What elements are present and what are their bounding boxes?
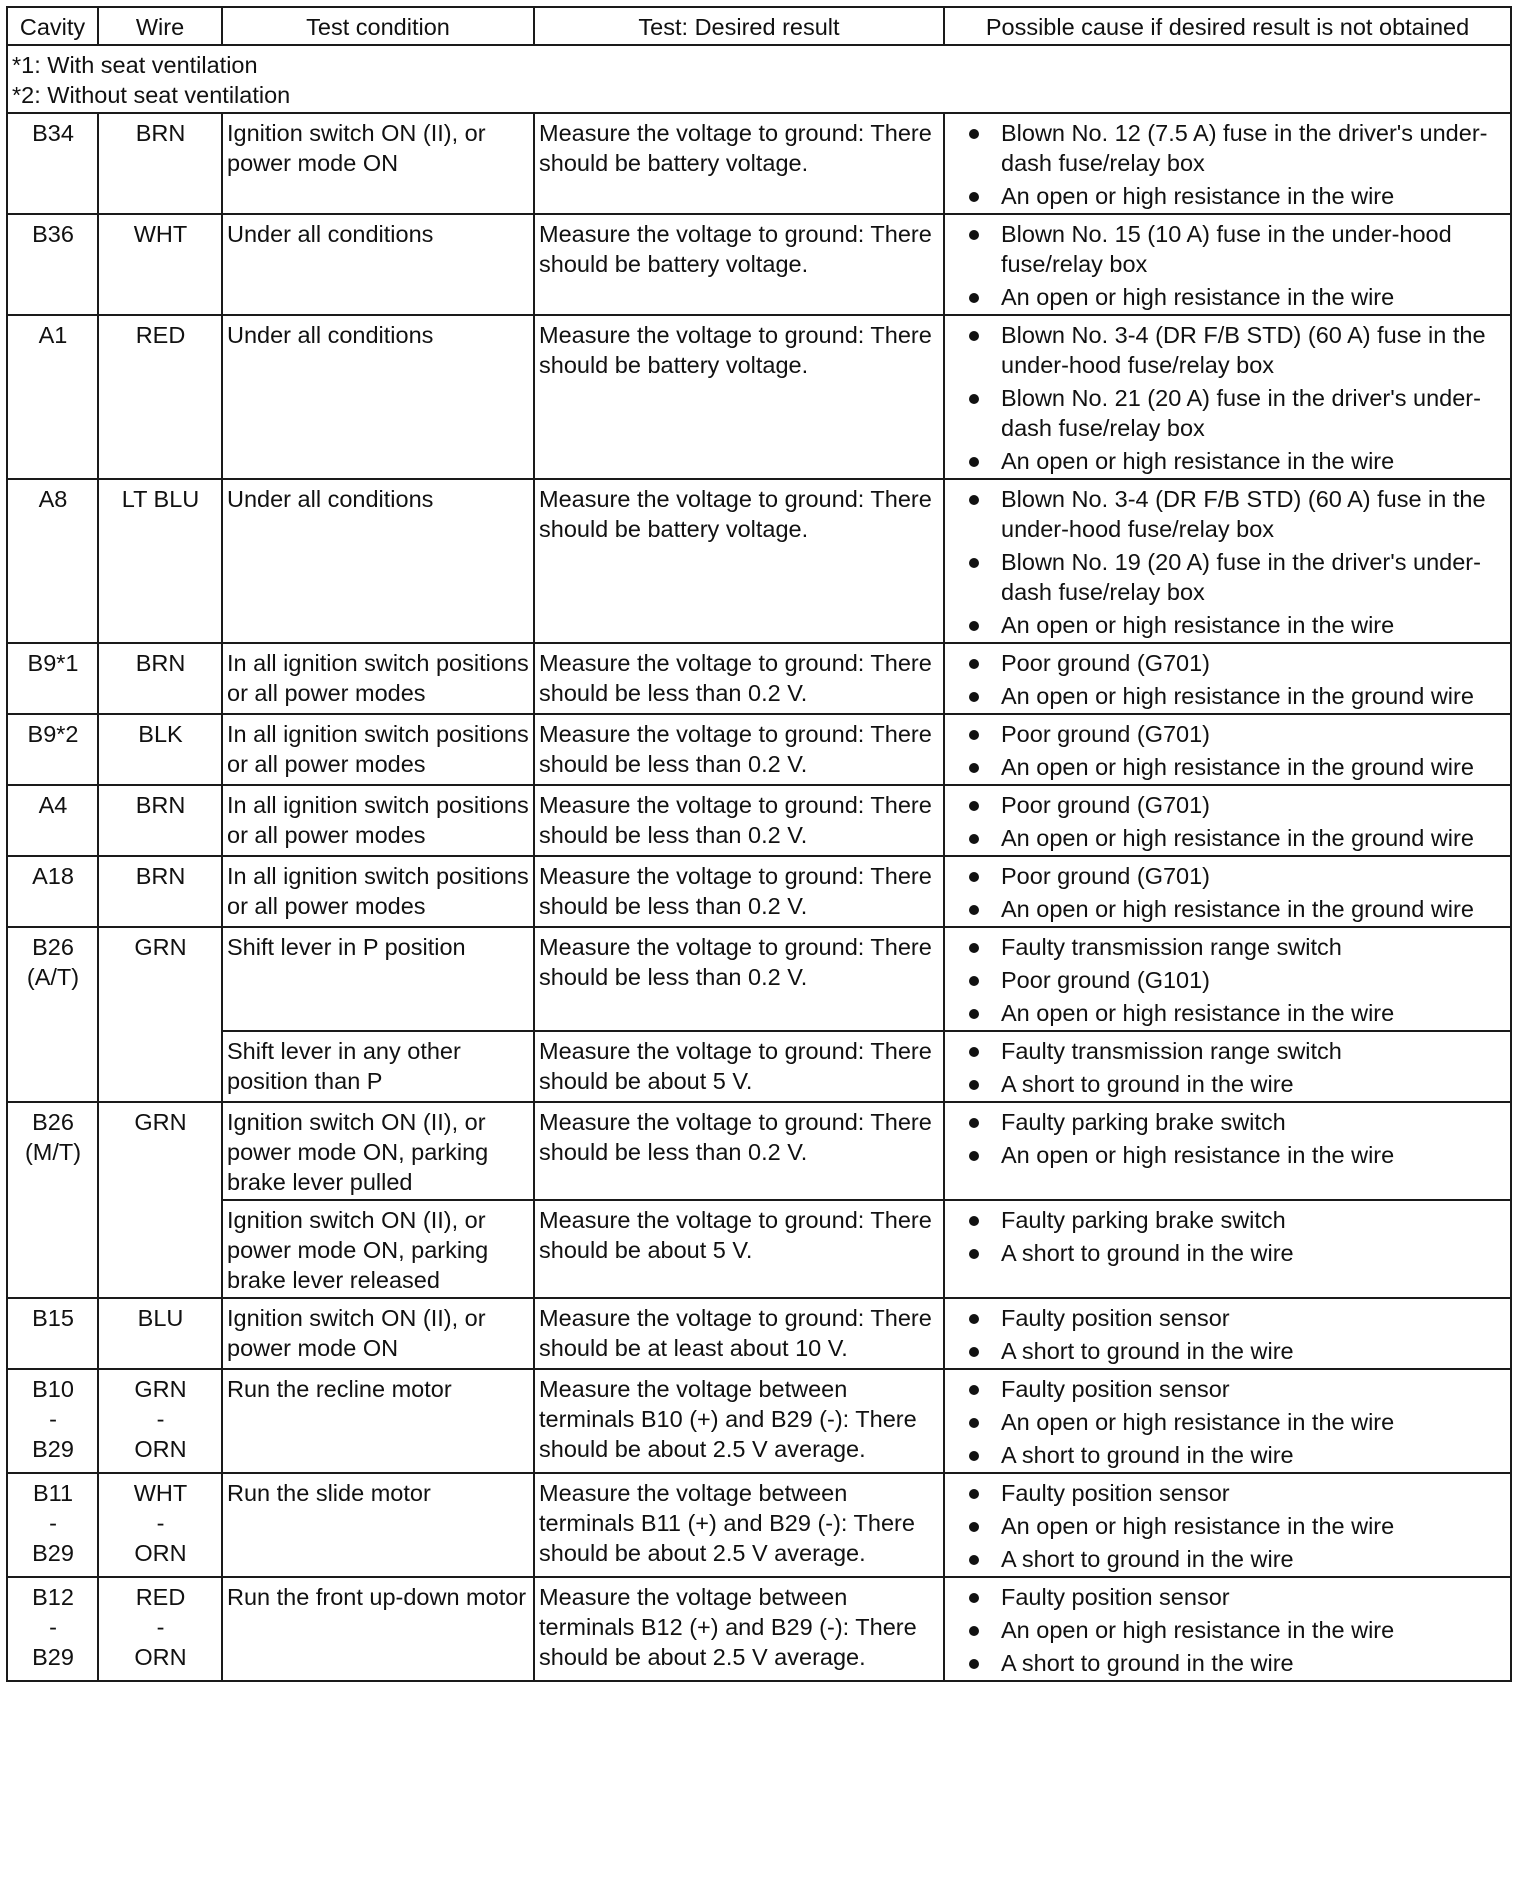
result-cell: Measure the voltage between terminals B10 (+) and B29 (-): There should be about 2.5 V average.: [534, 1369, 944, 1473]
cavity-cell: [7, 1473, 98, 1577]
bullet-icon: [969, 692, 979, 702]
condition-cell: Shift lever in any other position than P: [222, 1031, 534, 1102]
cause-item: [949, 383, 1507, 443]
cause-item: [949, 1336, 1507, 1366]
cause-text: Blown No. 19 (20 A) fuse in the driver's under-dash fuse/relay box: [1001, 549, 1481, 605]
cause-item: [949, 1582, 1507, 1612]
cause-text: Poor ground (G701): [1001, 650, 1211, 676]
condition-cell: Run the slide motor: [222, 1473, 534, 1577]
possible-cause-cell: [944, 1369, 1511, 1473]
cause-item: [949, 1069, 1507, 1099]
table-row: [7, 113, 1511, 214]
cavity-cell: B9*1: [7, 643, 98, 714]
bullet-icon: [969, 394, 979, 404]
table-row: [7, 1369, 1511, 1473]
cavity-cell-line: -: [49, 1406, 57, 1432]
cause-item: [949, 547, 1507, 607]
cause-list: [949, 1582, 1507, 1678]
bullet-icon: [969, 230, 979, 240]
wire-cell-line: RED: [135, 1584, 186, 1610]
cause-list: [949, 1205, 1507, 1268]
wire-cell: BLU: [98, 1298, 222, 1369]
cause-item: [949, 681, 1507, 711]
cavity-cell: B34: [7, 113, 98, 214]
condition-cell: Shift lever in P position: [222, 927, 534, 1031]
wire-cell: BRN: [98, 113, 222, 214]
cause-item: [949, 1478, 1507, 1508]
wire-cell: RED: [98, 315, 222, 479]
condition-cell: Under all conditions: [222, 479, 534, 643]
cavity-cell-line: B10: [32, 1376, 74, 1402]
bullet-icon: [969, 621, 979, 631]
bullet-icon: [969, 1593, 979, 1603]
cause-item: [949, 118, 1507, 178]
header-test-condition: Test condition: [222, 7, 534, 45]
wire-cell: WHT: [98, 214, 222, 315]
cause-list: [949, 648, 1507, 711]
cause-list: [949, 219, 1507, 312]
bullet-icon: [969, 495, 979, 505]
bullet-icon: [969, 1659, 979, 1669]
condition-cell: Ignition switch ON (II), or power mode ON, parking brake lever released: [222, 1200, 534, 1298]
bullet-icon: [969, 1347, 979, 1357]
cause-item: [949, 719, 1507, 749]
wire-cell-line: WHT: [133, 1480, 188, 1506]
cause-item: [949, 861, 1507, 891]
cause-text: Blown No. 21 (20 A) fuse in the driver's under-dash fuse/relay box: [1001, 385, 1481, 441]
footnote: *2: Without seat ventilation: [12, 82, 291, 108]
bullet-icon: [969, 1314, 979, 1324]
cause-item: [949, 1511, 1507, 1541]
wire-cell: BRN: [98, 856, 222, 927]
cause-text: Faulty position sensor: [1001, 1376, 1230, 1402]
bullet-icon: [969, 834, 979, 844]
result-cell: Measure the voltage to ground: There should be battery voltage.: [534, 113, 944, 214]
document-page: [6, 6, 1510, 1682]
bullet-icon: [969, 192, 979, 202]
cause-item: [949, 1238, 1507, 1268]
wire-cell-line: GRN: [134, 1376, 187, 1402]
bullet-icon: [969, 1451, 979, 1461]
cause-text: An open or high resistance in the wire: [1001, 1142, 1395, 1168]
notes-row: [7, 45, 1511, 113]
table-row: [7, 1102, 1511, 1200]
cause-text: Faulty position sensor: [1001, 1480, 1230, 1506]
cavity-cell-line: B26: [32, 934, 74, 960]
cavity-cell: A4: [7, 785, 98, 856]
cause-list: [949, 790, 1507, 853]
possible-cause-cell: [944, 1031, 1511, 1102]
wire-cell: GRN: [98, 1102, 222, 1298]
cause-item: [949, 790, 1507, 820]
cause-text: An open or high resistance in the ground wire: [1001, 683, 1474, 709]
cause-item: [949, 219, 1507, 279]
table-row: [7, 1200, 1511, 1298]
cause-text: An open or high resistance in the wire: [1001, 612, 1395, 638]
cause-item: [949, 1615, 1507, 1645]
cause-text: A short to ground in the wire: [1001, 1442, 1294, 1468]
wire-cell: [98, 1369, 222, 1473]
possible-cause-cell: [944, 714, 1511, 785]
cause-list: [949, 1374, 1507, 1470]
table-row: [7, 1577, 1511, 1681]
cause-list: [949, 118, 1507, 211]
cause-text: A short to ground in the wire: [1001, 1650, 1294, 1676]
possible-cause-cell: [944, 785, 1511, 856]
result-cell: Measure the voltage to ground: There should be about 5 V.: [534, 1031, 944, 1102]
condition-cell: Run the front up-down motor: [222, 1577, 534, 1681]
cavity-cell: B36: [7, 214, 98, 315]
table-row: [7, 856, 1511, 927]
header-cavity: Cavity: [7, 7, 98, 45]
cause-text: An open or high resistance in the wire: [1001, 1409, 1395, 1435]
cause-text: Blown No. 15 (10 A) fuse in the under-hood fuse/relay box: [1001, 221, 1452, 277]
cavity-cell: [7, 1577, 98, 1681]
cause-text: Blown No. 3-4 (DR F/B STD) (60 A) fuse in the under-hood fuse/relay box: [1001, 486, 1486, 542]
wire-cell-line: ORN: [134, 1540, 187, 1566]
cause-item: [949, 1140, 1507, 1170]
cavity-cell-line: B26: [32, 1109, 74, 1135]
wire-cell: BRN: [98, 643, 222, 714]
table-row: [7, 214, 1511, 315]
cause-list: [949, 1036, 1507, 1099]
bullet-icon: [969, 1385, 979, 1395]
possible-cause-cell: [944, 1577, 1511, 1681]
cause-item: [949, 320, 1507, 380]
result-cell: Measure the voltage between terminals B12 (+) and B29 (-): There should be about 2.5 V average.: [534, 1577, 944, 1681]
wire-cell-line: ORN: [134, 1436, 187, 1462]
wire-cell: [98, 1577, 222, 1681]
table-row: [7, 714, 1511, 785]
bullet-icon: [969, 659, 979, 669]
wire-cell-line: -: [156, 1614, 165, 1640]
cause-text: A short to ground in the wire: [1001, 1338, 1294, 1364]
cavity-cell: [7, 1369, 98, 1473]
cause-list: [949, 719, 1507, 782]
cause-item: [949, 282, 1507, 312]
result-cell: Measure the voltage to ground: There should be about 5 V.: [534, 1200, 944, 1298]
possible-cause-cell: [944, 856, 1511, 927]
cause-item: [949, 965, 1507, 995]
table-row: [7, 315, 1511, 479]
cavity-cell-line: B12: [32, 1584, 74, 1610]
result-cell: Measure the voltage to ground: There should be less than 0.2 V.: [534, 714, 944, 785]
result-cell: Measure the voltage to ground: There should be less than 0.2 V.: [534, 856, 944, 927]
bullet-icon: [969, 801, 979, 811]
cause-text: Poor ground (G701): [1001, 863, 1211, 889]
bullet-icon: [969, 763, 979, 773]
cause-text: An open or high resistance in the wire: [1001, 448, 1395, 474]
condition-cell: Under all conditions: [222, 214, 534, 315]
result-cell: Measure the voltage to ground: There should be less than 0.2 V.: [534, 1102, 944, 1200]
result-cell: Measure the voltage to ground: There should be battery voltage.: [534, 315, 944, 479]
bullet-icon: [969, 293, 979, 303]
terminal-test-table: [6, 6, 1512, 1682]
table-row: [7, 1298, 1511, 1369]
cause-item: [949, 1544, 1507, 1574]
condition-cell: Under all conditions: [222, 315, 534, 479]
header-row: [7, 7, 1511, 45]
cavity-cell: B9*2: [7, 714, 98, 785]
cause-item: [949, 1205, 1507, 1235]
cavity-cell-line: B29: [32, 1644, 74, 1670]
cause-item: [949, 1303, 1507, 1333]
bullet-icon: [969, 1080, 979, 1090]
cause-list: [949, 320, 1507, 476]
result-cell: Measure the voltage between terminals B11 (+) and B29 (-): There should be about 2.5 V average.: [534, 1473, 944, 1577]
table-row: [7, 927, 1511, 1031]
bullet-icon: [969, 976, 979, 986]
header-possible-cause: Possible cause if desired result is not obtained: [944, 7, 1511, 45]
possible-cause-cell: [944, 927, 1511, 1031]
footnote: *1: With seat ventilation: [12, 52, 258, 78]
cause-list: [949, 861, 1507, 924]
bullet-icon: [969, 943, 979, 953]
cause-text: An open or high resistance in the ground wire: [1001, 896, 1474, 922]
cavity-cell: [7, 1102, 98, 1298]
bullet-icon: [969, 558, 979, 568]
wire-cell: LT BLU: [98, 479, 222, 643]
result-cell: Measure the voltage to ground: There should be battery voltage.: [534, 479, 944, 643]
cavity-cell-line: B29: [32, 1540, 74, 1566]
table-row: [7, 785, 1511, 856]
wire-cell-line: ORN: [134, 1644, 187, 1670]
cause-item: [949, 1107, 1507, 1137]
cause-text: An open or high resistance in the wire: [1001, 1513, 1395, 1539]
bullet-icon: [969, 457, 979, 467]
cause-text: A short to ground in the wire: [1001, 1240, 1294, 1266]
cavity-cell: A18: [7, 856, 98, 927]
possible-cause-cell: [944, 1473, 1511, 1577]
condition-cell: In all ignition switch positions or all power modes: [222, 785, 534, 856]
bullet-icon: [969, 1151, 979, 1161]
cause-text: An open or high resistance in the ground wire: [1001, 754, 1474, 780]
wire-cell: BLK: [98, 714, 222, 785]
possible-cause-cell: [944, 479, 1511, 643]
possible-cause-cell: [944, 1102, 1511, 1200]
bullet-icon: [969, 1522, 979, 1532]
bullet-icon: [969, 1555, 979, 1565]
cavity-cell-line: B11: [32, 1480, 74, 1506]
cause-list: [949, 484, 1507, 640]
result-cell: Measure the voltage to ground: There should be battery voltage.: [534, 214, 944, 315]
bullet-icon: [969, 331, 979, 341]
cause-item: [949, 648, 1507, 678]
cause-item: [949, 1374, 1507, 1404]
cause-text: Faulty position sensor: [1001, 1584, 1230, 1610]
cause-text: A short to ground in the wire: [1001, 1071, 1294, 1097]
cause-text: An open or high resistance in the ground wire: [1001, 825, 1474, 851]
wire-cell: [98, 1473, 222, 1577]
cause-list: [949, 1478, 1507, 1574]
wire-cell-line: -: [156, 1510, 165, 1536]
cause-text: Poor ground (G701): [1001, 721, 1211, 747]
possible-cause-cell: [944, 113, 1511, 214]
cause-item: [949, 181, 1507, 211]
cause-item: [949, 894, 1507, 924]
cause-item: [949, 484, 1507, 544]
bullet-icon: [969, 1009, 979, 1019]
possible-cause-cell: [944, 643, 1511, 714]
bullet-icon: [969, 730, 979, 740]
cause-text: An open or high resistance in the wire: [1001, 284, 1395, 310]
cause-text: An open or high resistance in the wire: [1001, 1617, 1395, 1643]
condition-cell: Ignition switch ON (II), or power mode ON: [222, 113, 534, 214]
bullet-icon: [969, 872, 979, 882]
cause-text: Blown No. 3-4 (DR F/B STD) (60 A) fuse in the under-hood fuse/relay box: [1001, 322, 1486, 378]
result-cell: Measure the voltage to ground: There should be less than 0.2 V.: [534, 643, 944, 714]
bullet-icon: [969, 129, 979, 139]
header-desired-result: Test: Desired result: [534, 7, 944, 45]
bullet-icon: [969, 1489, 979, 1499]
bullet-icon: [969, 905, 979, 915]
header-wire: Wire: [98, 7, 222, 45]
cause-item: [949, 1440, 1507, 1470]
cause-text: Faulty transmission range switch: [1001, 934, 1342, 960]
possible-cause-cell: [944, 1298, 1511, 1369]
cavity-cell-line: -: [49, 1614, 57, 1640]
cause-text: Blown No. 12 (7.5 A) fuse in the driver's under-dash fuse/relay box: [1001, 120, 1488, 176]
cause-item: [949, 823, 1507, 853]
possible-cause-cell: [944, 1200, 1511, 1298]
cause-text: An open or high resistance in the wire: [1001, 183, 1395, 209]
possible-cause-cell: [944, 214, 1511, 315]
wire-cell: BRN: [98, 785, 222, 856]
condition-cell: In all ignition switch positions or all power modes: [222, 856, 534, 927]
result-cell: Measure the voltage to ground: There should be less than 0.2 V.: [534, 785, 944, 856]
bullet-icon: [969, 1249, 979, 1259]
possible-cause-cell: [944, 315, 1511, 479]
cause-list: [949, 1303, 1507, 1366]
condition-cell: Ignition switch ON (II), or power mode ON, parking brake lever pulled: [222, 1102, 534, 1200]
cause-item: [949, 446, 1507, 476]
cause-text: Faulty transmission range switch: [1001, 1038, 1342, 1064]
bullet-icon: [969, 1047, 979, 1057]
result-cell: Measure the voltage to ground: There should be less than 0.2 V.: [534, 927, 944, 1031]
cause-text: Faulty position sensor: [1001, 1305, 1230, 1331]
cause-text: Poor ground (G101): [1001, 967, 1211, 993]
bullet-icon: [969, 1216, 979, 1226]
wire-cell-line: -: [156, 1406, 165, 1432]
cause-text: Faulty parking brake switch: [1001, 1109, 1286, 1135]
cause-item: [949, 1407, 1507, 1437]
cavity-cell-line: -: [49, 1510, 57, 1536]
condition-cell: Run the recline motor: [222, 1369, 534, 1473]
cause-text: An open or high resistance in the wire: [1001, 1000, 1395, 1026]
cause-item: [949, 1648, 1507, 1678]
cavity-cell: A8: [7, 479, 98, 643]
result-cell: Measure the voltage to ground: There should be at least about 10 V.: [534, 1298, 944, 1369]
cause-text: Faulty parking brake switch: [1001, 1207, 1286, 1233]
cause-item: [949, 1036, 1507, 1066]
cause-item: [949, 610, 1507, 640]
cause-item: [949, 752, 1507, 782]
wire-cell: GRN: [98, 927, 222, 1102]
table-row: [7, 1031, 1511, 1102]
condition-cell: In all ignition switch positions or all power modes: [222, 714, 534, 785]
cavity-cell: B15: [7, 1298, 98, 1369]
cause-item: [949, 998, 1507, 1028]
condition-cell: Ignition switch ON (II), or power mode ON: [222, 1298, 534, 1369]
cause-list: [949, 932, 1507, 1028]
bullet-icon: [969, 1118, 979, 1128]
bullet-icon: [969, 1418, 979, 1428]
cause-list: [949, 1107, 1507, 1170]
table-row: [7, 479, 1511, 643]
cause-text: Poor ground (G701): [1001, 792, 1211, 818]
table-row: [7, 643, 1511, 714]
cavity-cell: [7, 927, 98, 1102]
footnotes: [7, 45, 1511, 113]
condition-cell: In all ignition switch positions or all power modes: [222, 643, 534, 714]
cavity-cell-line: B29: [32, 1436, 74, 1462]
table-row: [7, 1473, 1511, 1577]
cavity-cell-line: (A/T): [26, 964, 80, 990]
cavity-cell: A1: [7, 315, 98, 479]
cavity-cell-line: (M/T): [24, 1139, 82, 1165]
cause-text: A short to ground in the wire: [1001, 1546, 1294, 1572]
bullet-icon: [969, 1626, 979, 1636]
cause-item: [949, 932, 1507, 962]
